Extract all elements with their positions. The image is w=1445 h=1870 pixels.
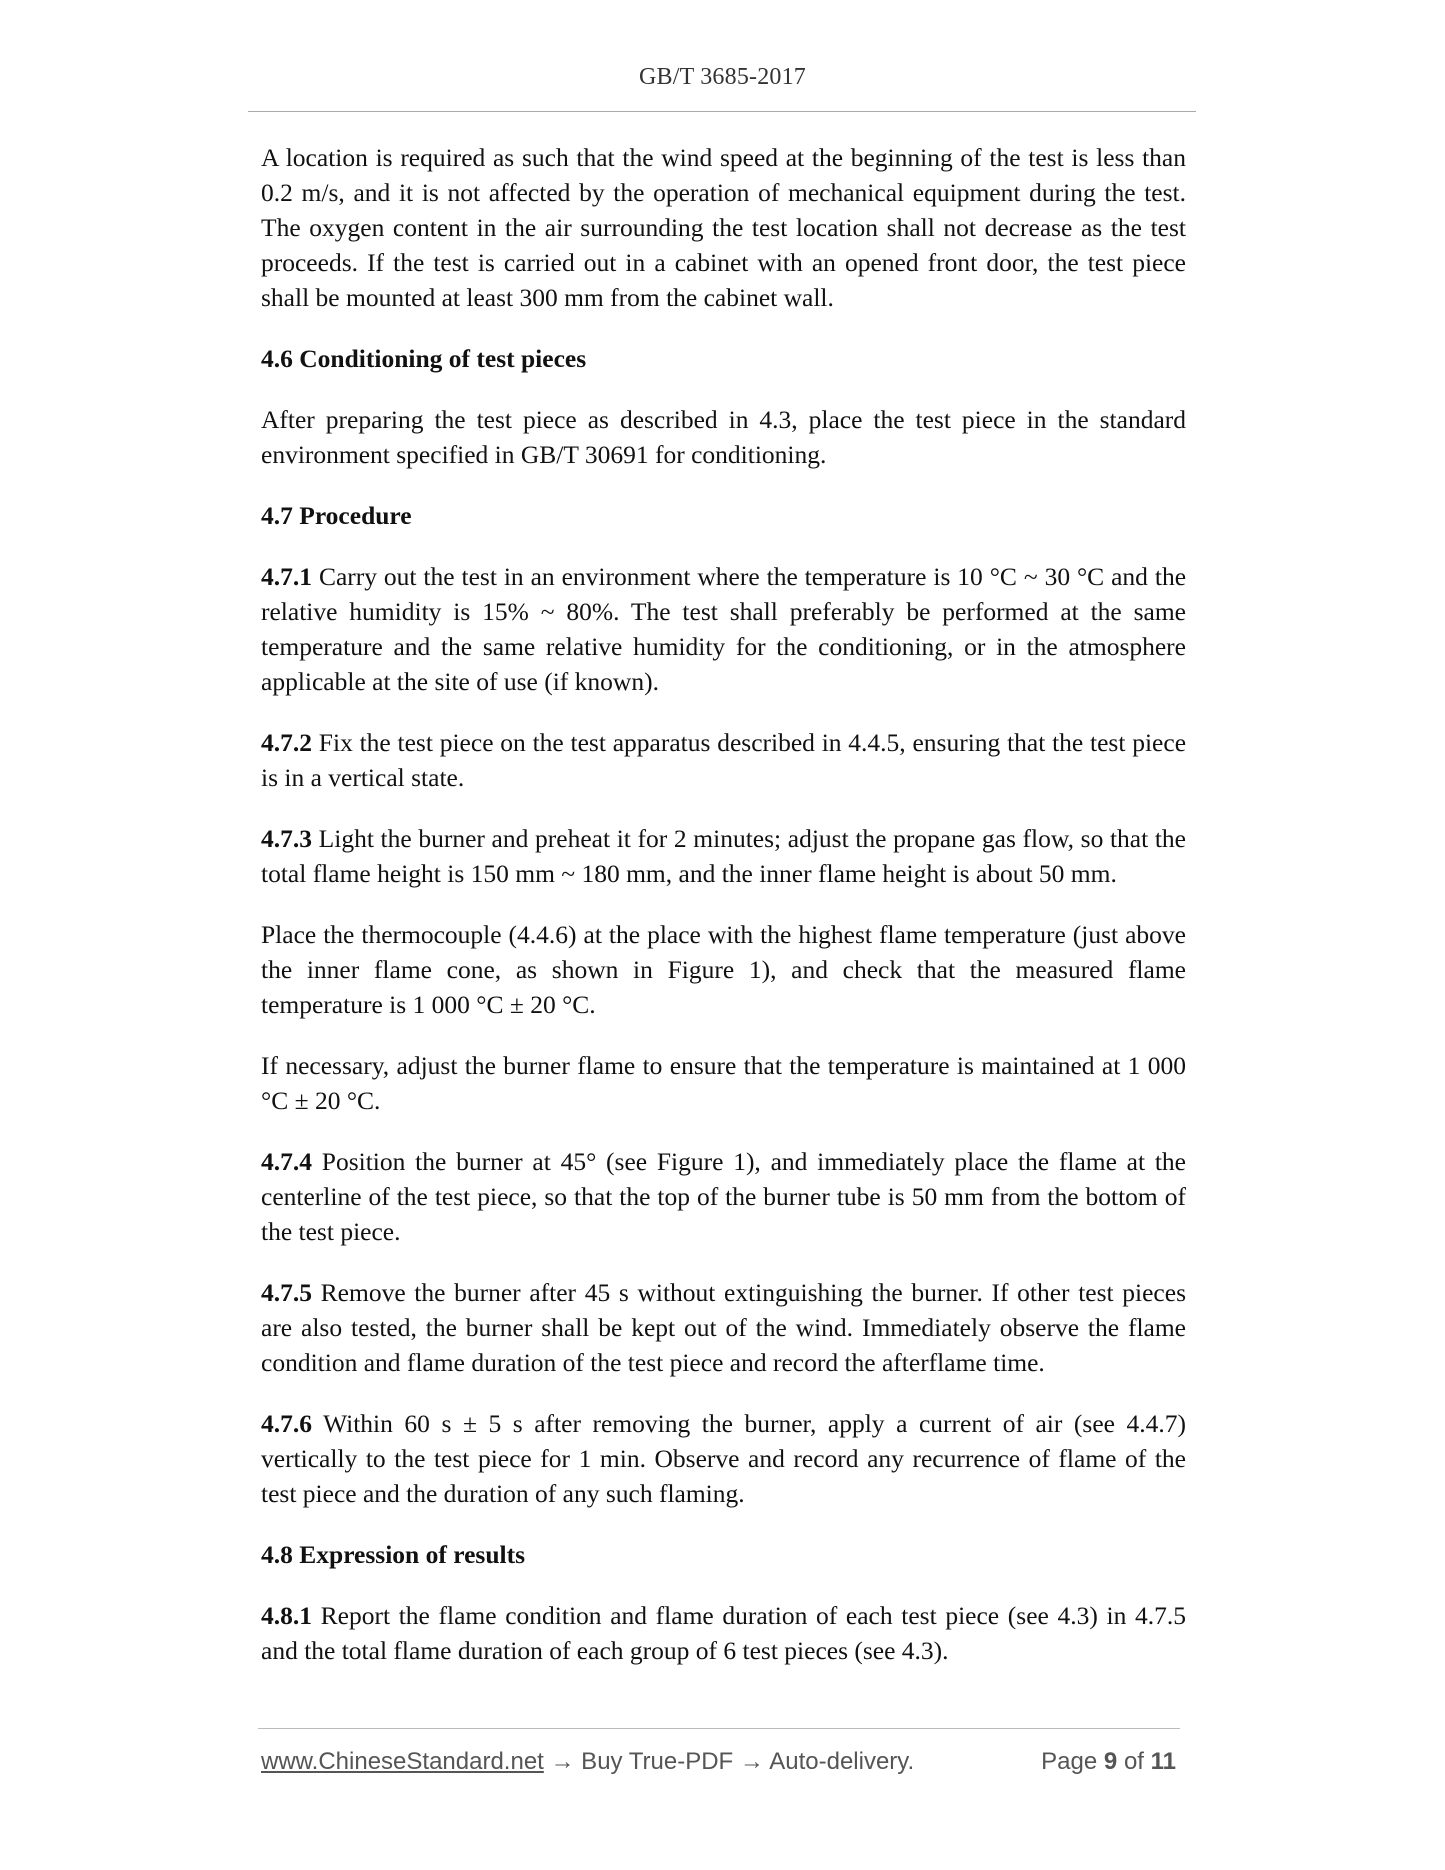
paragraph-4-7-1 <box>261 559 1186 699</box>
page-total: 11 <box>1150 1748 1176 1775</box>
paragraph-4-7-5 <box>261 1275 1186 1380</box>
footer-promo-text: → Buy True-PDF → Auto-delivery. <box>543 1748 915 1775</box>
clause-text-4-7-5: Remove the burner after 45 s without extinguishing the burner. If other test pieces are also tested, the burner shall be kept out of the wind. Immediately observe the flame condition and flame duration of the test piece and record the afterflame time. <box>261 1278 1186 1377</box>
page-footer <box>261 1748 1176 1784</box>
paragraph-4-7-3-adjust: If necessary, adjust the burner flame to ensure that the temperature is maintained at 1 000 °C ± 20 °C. <box>261 1051 1186 1115</box>
page-of-label: of <box>1123 1748 1144 1775</box>
clause-number-4-7-3: 4.7.3 <box>261 824 312 853</box>
paragraph-4-7-2 <box>261 725 1186 795</box>
page-current: 9 <box>1103 1748 1118 1775</box>
clause-text-4-7-4: Position the burner at 45° (see Figure 1), and immediately place the flame at the centerline of the test piece, so that the top of the burner tube is 50 mm from the bottom of the test piece. <box>261 1147 1186 1246</box>
clause-number-4-7-1: 4.7.1 <box>261 562 312 591</box>
paragraph-4-7-3 <box>261 821 1186 891</box>
page-header-title: GB/T 3685-2017 <box>638 64 807 90</box>
clause-number-4-8-1: 4.8.1 <box>261 1601 312 1630</box>
clause-number-4-7-5: 4.7.5 <box>261 1278 312 1307</box>
paragraph-4-7-6 <box>261 1406 1186 1511</box>
paragraph-4-6: After preparing the test piece as described in 4.3, place the test piece in the standard environment specified in GB/T 30691 for conditioning. <box>261 405 1186 469</box>
section-heading-4-7: 4.7 Procedure <box>261 501 412 530</box>
clause-number-4-7-2: 4.7.2 <box>261 728 312 757</box>
paragraph-4-7-3-thermocouple: Place the thermocouple (4.4.6) at the place with the highest flame temperature (just above the inner flame cone, as shown in Figure 1), and check that the measured flame temperature is 1 000 °C ± 20 °C. <box>261 920 1186 1019</box>
clause-text-4-7-1: Carry out the test in an environment where the temperature is 10 °C ~ 30 °C and the relative humidity is 15% ~ 80%. The test shall preferably be performed at the same temperature and the same relative humidity for the conditioning, or in the atmosphere applicable at the site of use (if known). <box>261 562 1187 696</box>
clause-text-4-8-1: Report the flame condition and flame duration of each test piece (see 4.3) in 4.7.5 and the total flame duration of each group of 6 test pieces (see 4.3). <box>261 1601 1186 1665</box>
page-label: Page <box>1041 1748 1098 1775</box>
clause-text-4-7-6: Within 60 s ± 5 s after removing the burner, apply a current of air (see 4.4.7) vertically to the test piece for 1 min. Observe and record any recurrence of flame of the test piece and the duration of any such flaming. <box>261 1409 1186 1508</box>
paragraph-4-7-4 <box>261 1144 1186 1249</box>
intro-paragraph: A location is required as such that the wind speed at the beginning of the test is less than 0.2 m/s, and it is not affected by the operation of mechanical equipment during the test. The oxygen content in the air surrounding the test location shall not decrease as the test proceeds. If the test is carried out in a cabinet with an opened front door, the test piece shall be mounted at least 300 mm from the cabinet wall. <box>261 143 1186 312</box>
page-indicator <box>1041 1748 1176 1776</box>
footer-divider <box>258 1728 1180 1729</box>
section-heading-4-6: 4.6 Conditioning of test pieces <box>261 344 587 373</box>
clause-number-4-7-6: 4.7.6 <box>261 1409 312 1438</box>
section-heading-4-8: 4.8 Expression of results <box>261 1540 526 1569</box>
document-body <box>261 140 1186 1694</box>
website-link[interactable]: www.ChineseStandard.net <box>261 1748 544 1775</box>
clause-number-4-7-4: 4.7.4 <box>261 1147 312 1176</box>
clause-text-4-7-3: Light the burner and preheat it for 2 minutes; adjust the propane gas flow, so that the total flame height is 150 mm ~ 180 mm, and the inner flame height is about 50 mm. <box>261 824 1186 888</box>
paragraph-4-8-1 <box>261 1598 1186 1668</box>
footer-promo <box>261 1748 914 1776</box>
header-divider <box>248 111 1196 112</box>
clause-text-4-7-2: Fix the test piece on the test apparatus described in 4.4.5, ensuring that the test piece is in a vertical state. <box>261 728 1187 792</box>
